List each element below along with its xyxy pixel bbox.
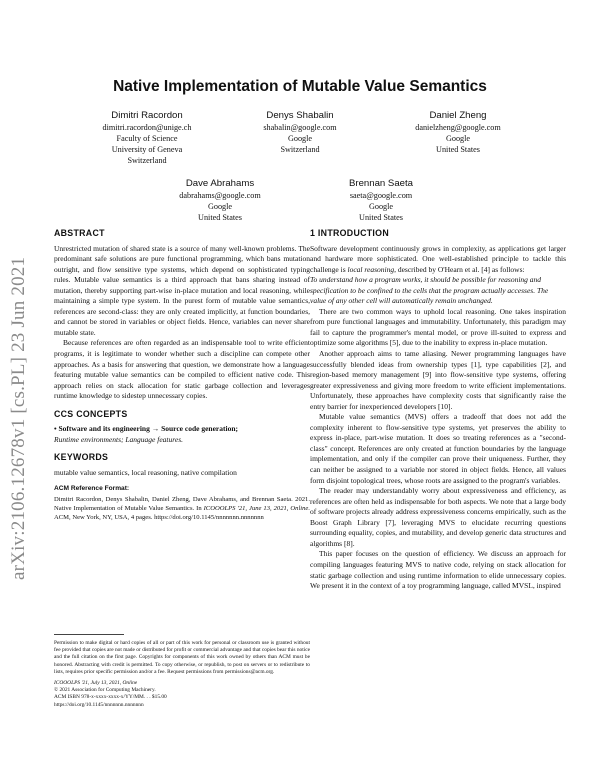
abstract-paragraph: Because references are often regarded as an indispensable tool to write efficient programs, it is legitimate to wonder whether such a discipline can compete other approaches. As a basis for answering that question, we demonstrate how a language featuring mutable value semantics can be compiled to efficient native code. This approach relies on stack allocation for static garbage collection and leverages runtime knowledge to sidestep unnecessary copies. [54, 338, 310, 401]
intro-paragraph: Another approach aims to tame aliasing. Newer programming languages have successfully blended ideas from ownership types [1], type capabilities [2], and region-based memory management [9] into flow-sensitive type systems, offering greater expressiveness and giving more freedom to write efficient implementations. Unfortunately, these approaches have complexity costs that significantly raise the entry barrier for inexperienced developers [10]. [310, 349, 566, 411]
author-affiliation: University of Geneva [111, 145, 183, 154]
abstract-heading: ABSTRACT [54, 228, 105, 238]
right-column [310, 228, 566, 592]
footnote-venue: ICOOOLPS '21, July 13, 2021, Online [54, 680, 138, 687]
acm-reference-text: Dimitri Racordon, Denys Shabalin, Daniel Zheng, Dave Abrahams, and Brennan Saeta. 2021. Native Implementation of Mutable Value Semantics. In ICOOOLPS '21, June 13, 2021, Online. ACM, New York, NY, USA, 4 pages. https://doi.org/10.1145/nnnnnnn.nnnnnnn [54, 496, 310, 522]
author-name: Daniel Zheng [429, 110, 487, 121]
author-affiliation: Faculty of Science [116, 134, 178, 143]
author-name: Brennan Saeta [348, 178, 413, 189]
abstract-paragraph: Unrestricted mutation of shared state is a source of many well-known problems. The predominant safe solutions are pure functional programming, which bans mutation outright, and flow sensitive type systems, which depend on sophisticated typing rules. Mutable value semantics is a third approach that bans sharing instead of mutation, thereby supporting part-wise in-place mutation and local reasoning, while maintaining a simple type system. In the purest form of mutable value semantics, references are second-class: they are only created implicitly, at function boundaries, and cannot be stored in variables or object fields. Hence, variables can never share mutable state. [54, 243, 310, 337]
ccs-main-concept: • Software and its engineering → Source code generation; [54, 424, 238, 434]
author-country: Switzerland [280, 145, 320, 154]
author-country: Switzerland [127, 156, 167, 165]
ccs-concepts [54, 424, 310, 435]
arxiv-stamp: arXiv:2106.12678v1 [cs.PL] 23 Jun 2021 [8, 256, 29, 580]
author-email: danielzheng@google.com [415, 123, 501, 132]
author-block [225, 110, 375, 155]
author-block [72, 110, 222, 166]
author-country: United States [198, 213, 242, 222]
author-affiliation: Google [445, 134, 471, 143]
intro-paragraph: There are two common ways to uphold local reasoning. One takes inspiration from pure functional languages and immutability. Unfortunately, this paradigm may fail to capture the programmer's mental model, or prove ill-suited to express and optimize some algorithms [5], due to the inability to express in-place mutation. [310, 306, 566, 348]
ohearn-quote: To understand how a program works, it should be possible for reasoning and specification to be confined to the cells that the program actually accesses. The value of any other cell will automatically remain unchanged. [310, 275, 549, 306]
author-name: Dave Abrahams [185, 178, 255, 189]
paper-title: Native Implementation of Mutable Value Semantics [113, 78, 487, 95]
keywords-text: mutable value semantics, local reasoning, native compilation [54, 467, 237, 477]
ccs-sub-concepts: Runtime environments; Language features. [54, 434, 184, 444]
author-name: Dimitri Racordon [111, 110, 183, 121]
author-block [383, 110, 533, 155]
footnote-isbn: ACM ISBN 978-x-xxxx-xxxx-x/YY/MM. . . $15.00 [54, 694, 167, 701]
author-email: dimitri.racordon@unige.ch [102, 123, 192, 132]
left-column [54, 228, 310, 523]
author-affiliation: Google [287, 134, 313, 143]
author-email: dabrahams@google.com [179, 191, 261, 200]
author-block [145, 178, 295, 223]
permission-notice: Permission to make digital or hard copies of all or part of this work for personal or classroom use is granted without fee provided that copies are not made or distributed for profit or commercial advantage and that copies bear this notice and the full citation on the first page. Copyrights for components of this work owned by others than ACM must be honored. Abstracting with credit is permitted. To copy otherwise, or republish, to post on servers or to redistribute to lists, requires prior specific permission and/or a fee. Request permissions from permissions@acm.org. [54, 640, 310, 675]
author-email: shabalin@google.com [263, 123, 337, 132]
author-block [306, 178, 456, 223]
author-email: saeta@google.com [349, 191, 413, 200]
intro-paragraph: This paper focuses on the question of efficiency. We discuss an approach for compiling languages featuring MVS to native code, relying on stack allocation for static garbage collection and using runtime information to elide unnecessary copies. We present it in the context of a toy programming language, called MVSL, inspired [310, 549, 566, 591]
author-country: United States [359, 213, 403, 222]
author-affiliation: Google [368, 202, 394, 211]
copyright-footnote [54, 634, 310, 709]
intro-paragraph: Software development continuously grows in complexity, as applications get larger and hardware more sophisticated. One well-established principle to tackle this challenge is local reasoning, described by O'Hearn et al. [4] as follows: [310, 243, 566, 274]
keywords-heading: KEYWORDS [54, 452, 109, 463]
ccs-heading: CCS CONCEPTS [54, 408, 128, 419]
intro-paragraph: Mutable value semantics (MVS) offers a tradeoff that does not add the complexity inherent to flow-sensitive type systems, yet preserves the ability to express in-place, part-wise mutation. It does so treating references as a "second-class" concept. References are only created at function boundaries by the language implementation, and only if the compiler can prove their uniqueness. Further, they can neither be assigned to a variable nor stored in object fields. Hence, all values form disjoint topological trees, whose roots are assigned to the program's variables. [310, 412, 566, 485]
author-name: Denys Shabalin [266, 110, 334, 121]
footnote-copyright: © 2021 Association for Computing Machinery. [54, 687, 156, 694]
author-country: United States [436, 145, 480, 154]
acm-reference-heading: ACM Reference Format: [54, 485, 130, 493]
author-affiliation: Google [207, 202, 233, 211]
footnote-doi: https://doi.org/10.1145/nnnnnnn.nnnnnnn [54, 701, 144, 708]
footnote-rule [54, 634, 124, 635]
introduction-heading: 1 INTRODUCTION [310, 228, 389, 238]
intro-paragraph: The reader may understandably worry about expressiveness and efficiency, as references are often held as indispensable for both aspects. We note that a large body of software projects already address expressiveness concerns empirically, such as the Boost Graph Library [7], leveraging MVS to elucidate recurring questions surrounding equality, copies, and mutability, and develop generic data structures and algorithms [8]. [310, 486, 566, 548]
